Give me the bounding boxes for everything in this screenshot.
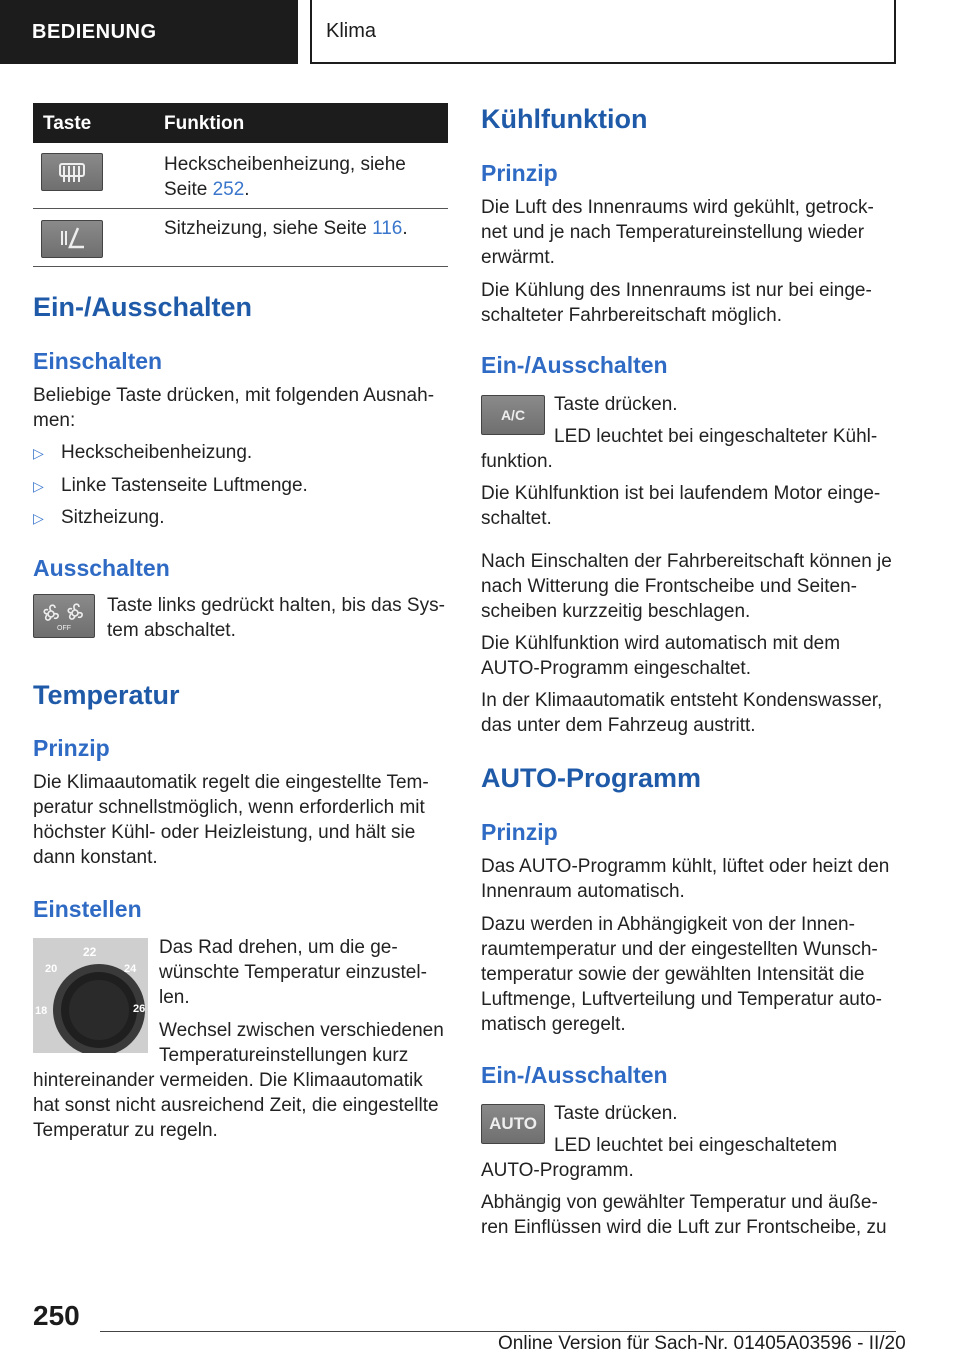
svg-text:22: 22 xyxy=(83,945,97,959)
table-row-1-text: Heckscheibenheizung, siehe Seite 252. xyxy=(164,154,406,200)
seat-heating-icon xyxy=(41,220,103,258)
einstellen-text: Das Rad drehen, um die ge- wünschte Temperatur einzustel- len. xyxy=(159,937,427,1008)
ac-paragraph-5: In der Klimaautomatik entsteht Kondenswasser, das unter dem Fahrzeug austritt. xyxy=(481,690,883,736)
temperature-dial-image xyxy=(33,938,148,1053)
svg-text:20: 20 xyxy=(45,963,58,975)
einschalten-text: Beliebige Taste drücken, mit folgenden Ausnah- men: xyxy=(33,385,435,431)
page-header xyxy=(0,0,960,66)
wechsel-text: hintereinander vermeiden. Die Klimaautomatik hat sonst nicht ausreichend Zeit, die eingestellte Temperatur zu regeln. xyxy=(33,1070,439,1141)
auto-prinzip-text: Das AUTO-Programm kühlt, lüftet oder heizt den Innenraum automatisch. xyxy=(481,856,890,902)
temperatur-prinzip-text: Die Klimaautomatik regelt die eingestellte Tem- peratur schnellstmöglich, wenn erforderlich mit höchster Kühl- oder Heizleistung, und hält sie dann konstant. xyxy=(33,772,429,868)
list-item: ▷ Linke Tastenseite Luftmenge. xyxy=(33,473,308,499)
heading-prinzip-kuehl: Prinzip xyxy=(481,160,558,186)
section-title: BEDIENUNG xyxy=(0,0,298,64)
heading-prinzip-temperatur: Prinzip xyxy=(33,735,110,761)
ac-text-cont: funktion. xyxy=(481,451,553,472)
table-row-2-text: Sitzheizung, siehe Seite 116. xyxy=(164,218,408,239)
heading-ausschalten: Ausschalten xyxy=(33,555,170,581)
page-number: 250 xyxy=(33,1300,80,1331)
heading-einstellen: Einstellen xyxy=(33,896,142,922)
ac-button-icon: A/C xyxy=(481,395,545,435)
table-divider xyxy=(33,208,448,209)
heading-auto-programm: AUTO-Programm xyxy=(481,763,702,793)
auto-prinzip-text-2: Dazu werden in Abhängigkeit von der Innen- raumtemperatur und der eingestellten Wunsch- temperatur sowie der gewählten Intensität die Luftmenge, Luftverteilung und Temperatur auto- matisch geregelt. xyxy=(481,914,883,1035)
ac-text: Taste drücken. LED leuchtet bei eingeschalteter Kühl- xyxy=(554,394,878,447)
heading-einschalten: Einschalten xyxy=(33,348,163,374)
col-header-function: Funktion xyxy=(164,113,245,134)
ac-paragraph-2: Die Kühlfunktion ist bei laufendem Motor einge- schaltet. xyxy=(481,483,881,529)
rear-window-heating-icon xyxy=(41,153,103,191)
list-item: ▷ Sitzheizung. xyxy=(33,505,165,531)
auto-button-icon: AUTO xyxy=(481,1104,545,1144)
ac-paragraph-3: Nach Einschalten der Fahrbereitschaft können je nach Witterung die Frontscheibe und Seiten- scheiben kurzzeitig beschlagen. xyxy=(481,551,892,622)
fan-off-icon xyxy=(33,594,95,638)
svg-text:24: 24 xyxy=(124,963,137,975)
heading-prinzip-auto: Prinzip xyxy=(481,819,558,845)
footer-divider xyxy=(100,1331,896,1332)
footer-text: Online Version für Sach-Nr. 01405A03596 - II/20 xyxy=(498,1333,906,1354)
svg-text:18: 18 xyxy=(35,1005,48,1017)
auto-text: Taste drücken. LED leuchtet bei eingeschaltetem xyxy=(554,1103,838,1156)
table-header xyxy=(33,103,448,143)
kuehl-prinzip-text-2: Die Kühlung des Innenraums ist nur bei einge- schalteter Fahrbereitschaft möglich. xyxy=(481,280,872,326)
page-link-252[interactable]: 252 xyxy=(212,179,245,200)
table-bottom-rule xyxy=(33,266,448,267)
auto-text-cont: AUTO-Programm. xyxy=(481,1160,634,1181)
list-item: ▷ Heckscheibenheizung. xyxy=(33,440,252,466)
heading-ein-ausschalten-kuehl: Ein-/Ausschalten xyxy=(481,352,668,378)
svg-text:OFF: OFF xyxy=(57,625,71,632)
col-header-key: Taste xyxy=(43,113,92,134)
chapter-title: Klima xyxy=(310,0,896,64)
kuehl-prinzip-text: Die Luft des Innenraums wird gekühlt, getrock- net und je nach Temperatureinstellung wieder erwärmt. xyxy=(481,197,874,268)
bullet-triangle-icon: ▷ xyxy=(33,445,44,461)
heading-ein-ausschalten-auto: Ein-/Ausschalten xyxy=(481,1062,668,1088)
ac-paragraph-4: Die Kühlfunktion wird automatisch mit dem AUTO-Programm eingeschaltet. xyxy=(481,633,841,679)
svg-text:26: 26 xyxy=(133,1003,146,1015)
ausschalten-text: Taste links gedrückt halten, bis das Sys- tem abschaltet. xyxy=(107,595,445,641)
page-link-116[interactable]: 116 xyxy=(372,218,403,239)
wechsel-text-partial: Wechsel zwischen verschiedenen Temperatureinstellungen kurz xyxy=(159,1020,444,1066)
auto-paragraph-3: Abhängig von gewählter Temperatur und äuße- ren Einflüssen wird die Luft zur Frontscheibe, zu xyxy=(481,1192,887,1238)
heading-temperatur: Temperatur xyxy=(33,680,180,710)
heading-ein-ausschalten: Ein-/Ausschalten xyxy=(33,292,253,322)
heading-kuehlfunktion: Kühlfunktion xyxy=(481,104,648,134)
bullet-triangle-icon: ▷ xyxy=(33,510,44,526)
bullet-triangle-icon: ▷ xyxy=(33,478,44,494)
